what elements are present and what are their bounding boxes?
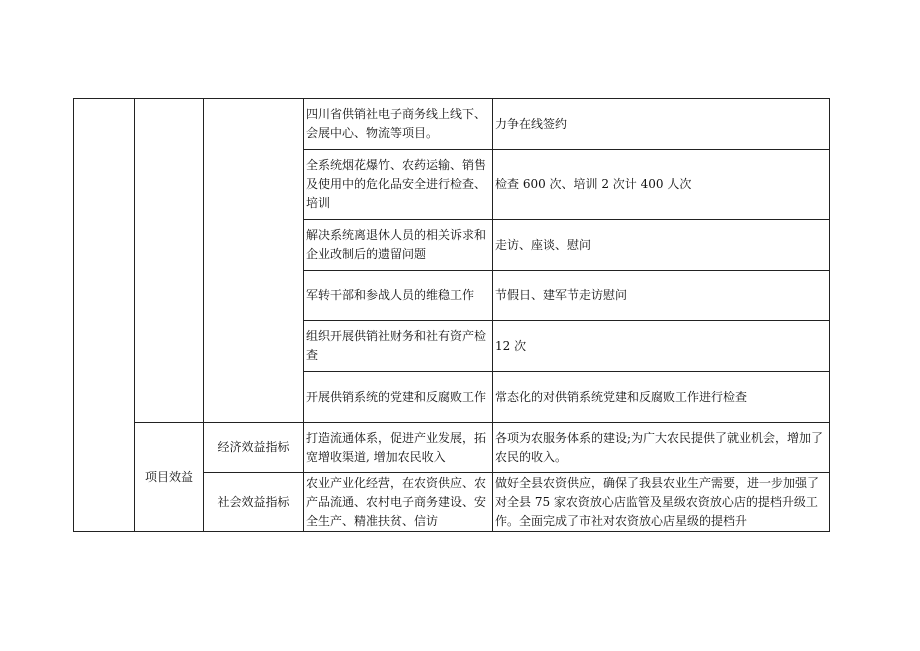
item-cell: 打造流通体系，促进产业发展，拓宽增收渠道, 增加农民收入 (304, 423, 493, 473)
indicator-cell: 12 次 (493, 321, 830, 372)
item-cell: 四川省供销社电子商务线上线下、会展中心、物流等项目。 (304, 99, 493, 150)
level2-cell (135, 99, 204, 423)
indicator-cell: 检查 600 次、培训 2 次计 400 人次 (493, 150, 830, 220)
item-cell: 军转干部和参战人员的维稳工作 (304, 271, 493, 321)
sub-indicator-cell: 经济效益指标 (204, 423, 304, 473)
indicator-cell: 走访、座谈、慰问 (493, 220, 830, 271)
sub-indicator-cell: 社会效益指标 (204, 473, 304, 532)
table-row (74, 99, 830, 150)
item-cell: 解决系统离退休人员的相关诉求和企业改制后的遗留问题 (304, 220, 493, 271)
indicator-cell: 力争在线签约 (493, 99, 830, 150)
table-row (74, 423, 830, 473)
category-cell: 项目效益 (135, 423, 204, 532)
performance-table (73, 98, 830, 532)
item-cell: 农业产业化经营，在农资供应、农产品流通、农村电子商务建设、安全生产、精准扶贫、信访 (304, 473, 493, 532)
level3-cell (204, 99, 304, 423)
indicator-cell: 常态化的对供销系统党建和反腐败工作进行检查 (493, 372, 830, 423)
indicator-cell: 各项为农服务体系的建设;为广大农民提供了就业机会，增加了农民的收入。 (493, 423, 830, 473)
item-cell: 全系统烟花爆竹、农药运输、销售及使用中的危化品安全进行检查、培训 (304, 150, 493, 220)
indicator-cell: 做好全县农资供应，确保了我县农业生产需要，进一步加强了对全县 75 家农资放心店监管及星级农资放心店的提档升级工作。全面完成了市社对农资放心店星级的提档升 (493, 473, 830, 532)
item-cell: 开展供销系统的党建和反腐败工作 (304, 372, 493, 423)
level1-cell (74, 99, 135, 532)
item-cell: 组织开展供销社财务和社有资产检查 (304, 321, 493, 372)
indicator-cell: 节假日、建军节走访慰问 (493, 271, 830, 321)
